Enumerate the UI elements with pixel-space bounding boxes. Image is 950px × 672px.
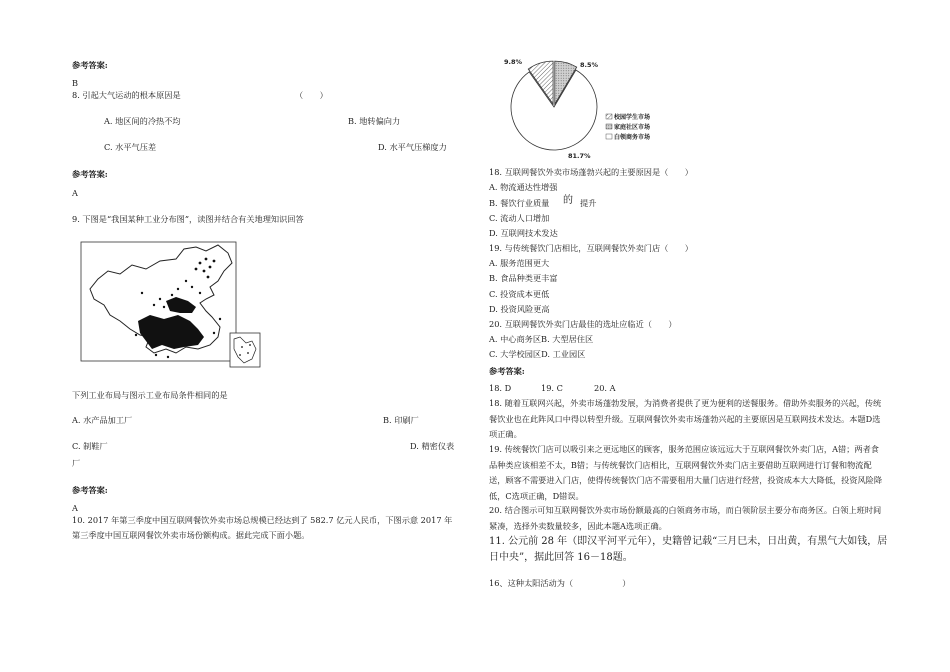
option-c: C. 投资成本更低 <box>489 289 550 299</box>
explanation-19: 19. 传统餐饮门店可以吸引来之更远地区的顾客，服务范围应该远远大于互联网餐饮外卖门店，A错；两者食品种类应该相差不太，B错；与传统餐饮门店相比，互联网餐饮外卖门店主要借助互联网进行订餐和物流配送，顾客不需要进入门店，使得传统餐饮门店不需要租用大量门店进行经营，投资成本大大降低，投资风险降低，C选项正确，D错误。 <box>489 444 883 501</box>
answer-header: 参考答案: <box>72 169 108 179</box>
answer-value: A <box>72 503 78 513</box>
options-a-b: A. 中心商务区B. 大型居住区 <box>489 334 594 344</box>
option-a: A. 地区间的冷热不均 <box>104 116 181 126</box>
answer-20: 20. A <box>594 383 616 393</box>
answer-header: 参考答案: <box>489 366 525 376</box>
pie-label: 81.7% <box>568 152 591 160</box>
option-b-end: 提升 <box>580 198 597 208</box>
question-19-stem: 19. 与传统餐饮门店相比，互联网餐饮外卖门店（ ） <box>489 243 693 253</box>
question-11-line-1: 11. 公元前 28 年（即汉平河平元年），史籍曾记载“三月巳未，日出黄，有黑气大如钱，居 <box>489 536 888 547</box>
options-c-d: C. 大学校园区D. 工业园区 <box>489 349 586 359</box>
option-d: D. 投资风险更高 <box>489 304 550 314</box>
legend-label: 白领商务市场 <box>614 134 651 141</box>
answer-18: 18. D <box>489 383 512 393</box>
market-share-pie-chart <box>500 52 690 162</box>
option-c: C. 水平气压差 <box>104 142 157 152</box>
option-a: A. 服务范围更大 <box>489 258 550 268</box>
answer-19: 19. C <box>541 383 563 393</box>
pie-label: 9.8% <box>504 58 523 66</box>
option-d: D. 水平气压梯度力 <box>378 142 447 152</box>
option-b-particle: 的 <box>563 195 573 206</box>
option-d-continued: 厂 <box>72 458 81 468</box>
option-d: D. 互联网技术发达 <box>489 228 558 238</box>
explanation-18: 18. 随着互联网兴起，外卖市场蓬勃发展，为消费者提供了更为便利的送餐服务。借助外卖服务的兴起，传统餐饮业也在此阵风口中得以转型升级。互联网餐饮外卖市场蓬勃兴起的主要原因是互联网技术发达。本题D选项正确。 <box>489 398 882 439</box>
question-11-line-2: 日中央”，据此回答 16－18题。 <box>489 552 633 563</box>
option-a: A. 物流通达性增强 <box>489 182 558 192</box>
answer-value: B <box>72 78 79 88</box>
option-c: C. 流动人口增加 <box>489 213 550 223</box>
answer-header: 参考答案: <box>72 60 108 70</box>
option-b: B. 印刷厂 <box>383 415 419 425</box>
question-10-line-2: 第三季度中国互联网餐饮外卖市场份额构成。据此完成下面小题。 <box>72 530 310 540</box>
option-a: A. 水产品加工厂 <box>72 415 133 425</box>
question-18-stem: 18. 互联网餐饮外卖市场蓬勃兴起的主要原因是（ ） <box>489 167 693 177</box>
answer-header: 参考答案: <box>72 485 108 495</box>
pie-slice <box>511 70 597 150</box>
legend-label: 家庭社区市场 <box>614 124 651 131</box>
answer-value: A <box>72 188 78 198</box>
option-d: D. 精密仪表 <box>410 441 455 451</box>
option-b: B. 食品种类更丰富 <box>489 273 558 283</box>
option-b: B. 餐饮行业质量 <box>489 198 550 208</box>
option-c: C. 制鞋厂 <box>72 441 108 451</box>
pie-label: 8.5% <box>580 61 599 69</box>
legend-label: 校园学生市场 <box>614 114 651 121</box>
question-16: 16、这种太阳活动为（ ） <box>489 578 631 588</box>
explanation-20: 20. 结合图示可知互联网餐饮外卖市场份额最高的白领商务市场，而白领阶层主要分布商务区。白领上班时间紧凑，选择外卖数量较多，因此本题A选项正确。 <box>489 505 882 531</box>
china-map-figure <box>80 241 265 371</box>
chart-legend <box>606 113 650 141</box>
question-10-line-1: 10. 2017 年第三季度中国互联网餐饮外卖市场总规模已经达到了 582.7 亿元人民币，下图示意 2017 年 <box>72 515 453 525</box>
question-8-stem: 8. 引起大气运动的根本原因是 <box>72 90 181 100</box>
question-20-stem: 20. 互联网餐饮外卖门店最佳的选址应临近（ ） <box>489 319 677 329</box>
option-b: B. 地转偏向力 <box>348 116 401 126</box>
question-9-stem: 9. 下图是“我国某种工业分布图”，读图并结合有关地理知识回答 <box>72 214 304 224</box>
question-8-paren: （ ） <box>295 90 328 100</box>
question-9-subquestion: 下列工业布局与图示工业布局条件相同的是 <box>72 390 228 400</box>
